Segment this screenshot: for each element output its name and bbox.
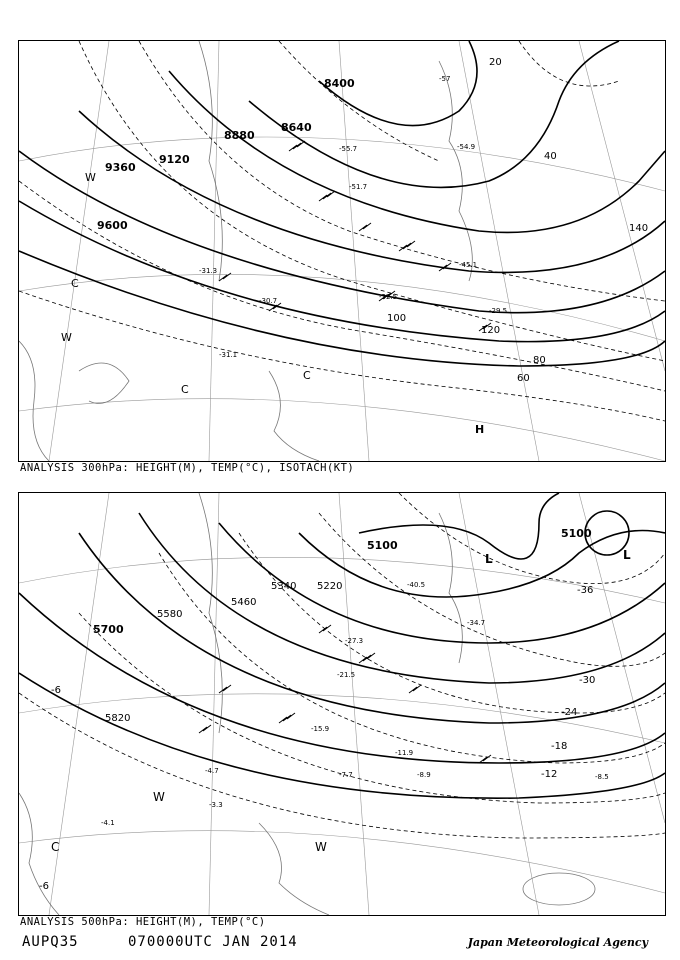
height-label: 5580	[157, 609, 183, 620]
temp-contour-label: -6	[51, 685, 61, 696]
temp-label: -21.5	[337, 671, 356, 679]
height-label: 5700	[93, 623, 124, 636]
temp-contours	[19, 493, 665, 838]
height-label: 9120	[159, 153, 190, 166]
height-label: 5100	[561, 527, 592, 540]
temp-label: -34.7	[467, 619, 486, 627]
temp-contour-label: -6	[39, 881, 49, 892]
product-id: AUPQ35	[22, 934, 79, 950]
height-label: 5340	[271, 581, 297, 592]
temp-label: -57	[439, 75, 451, 83]
isotach-label: 100	[387, 313, 407, 324]
temp-label: -7.7	[339, 771, 353, 779]
temp-label: -51.7	[349, 183, 368, 191]
chart-300hpa	[18, 40, 666, 462]
temp-label: -54.9	[457, 143, 476, 151]
temp-label: -8.9	[417, 771, 431, 779]
cold-center: C	[303, 369, 311, 382]
isotach-label: 40	[544, 151, 557, 162]
temp-contour-label: -24	[561, 707, 578, 718]
cold-center: C	[51, 840, 60, 854]
map-300hpa	[19, 41, 665, 461]
isotach-label: 20	[489, 57, 502, 68]
temp-label: -8.5	[595, 773, 609, 781]
temp-contour-label: -30	[579, 675, 596, 686]
height-label: 9600	[97, 219, 128, 232]
cold-center: C	[181, 383, 189, 396]
height-label: 9360	[105, 161, 136, 174]
chart-500hpa	[18, 492, 666, 916]
temp-label: -11.9	[395, 749, 414, 757]
isotach-label: 80	[533, 355, 546, 366]
height-label: 8400	[324, 77, 355, 90]
temp-contour-label: -18	[551, 741, 568, 752]
height-label: 8640	[281, 121, 312, 134]
height-label: 5820	[105, 713, 131, 724]
isotach-label: 140	[629, 223, 649, 234]
temp-label: -4.7	[205, 767, 219, 775]
temp-label: -27.3	[345, 637, 364, 645]
temp-label: -31.1	[219, 351, 238, 359]
temp-label: -15.9	[311, 725, 330, 733]
temp-label: -55.7	[339, 145, 358, 153]
caption-500hpa: ANALYSIS 500hPa: HEIGHT(M), TEMP(°C)	[20, 916, 266, 928]
temp-contour-label: -12	[541, 769, 558, 780]
height-label: 5460	[231, 597, 257, 608]
warm-center: W	[85, 171, 96, 184]
temp-label: -29.5	[489, 307, 508, 315]
temp-label: -40.5	[407, 581, 426, 589]
coastline	[19, 41, 472, 461]
caption-300hpa: ANALYSIS 300hPa: HEIGHT(M), TEMP(°C), ISOTACH(KT)	[20, 462, 355, 474]
temp-label: -3.3	[209, 801, 223, 809]
high-center: H	[475, 423, 485, 436]
height-label: 8880	[224, 129, 255, 142]
warm-center: W	[61, 331, 72, 344]
agency-name: Japan Meteorological Agency	[467, 936, 648, 949]
temp-label: -31.3	[199, 267, 218, 275]
isotach-label: 60	[517, 373, 530, 384]
warm-center: W	[315, 840, 327, 854]
valid-time: 070000UTC JAN 2014	[128, 934, 298, 950]
temp-label: -4.1	[101, 819, 115, 827]
isotach-label: 120	[481, 325, 501, 336]
temp-label: -30.7	[259, 297, 278, 305]
low-center: L	[623, 548, 631, 562]
map-500hpa	[19, 493, 665, 915]
cold-center: C	[71, 277, 79, 290]
temp-contour-label: -36	[577, 585, 594, 596]
height-label: 5220	[317, 581, 343, 592]
temp-label: -45.1	[459, 261, 478, 269]
temp-label: -32.5	[379, 293, 398, 301]
height-label: 5100	[367, 539, 398, 552]
warm-center: W	[153, 790, 165, 804]
low-center: L	[485, 552, 493, 566]
